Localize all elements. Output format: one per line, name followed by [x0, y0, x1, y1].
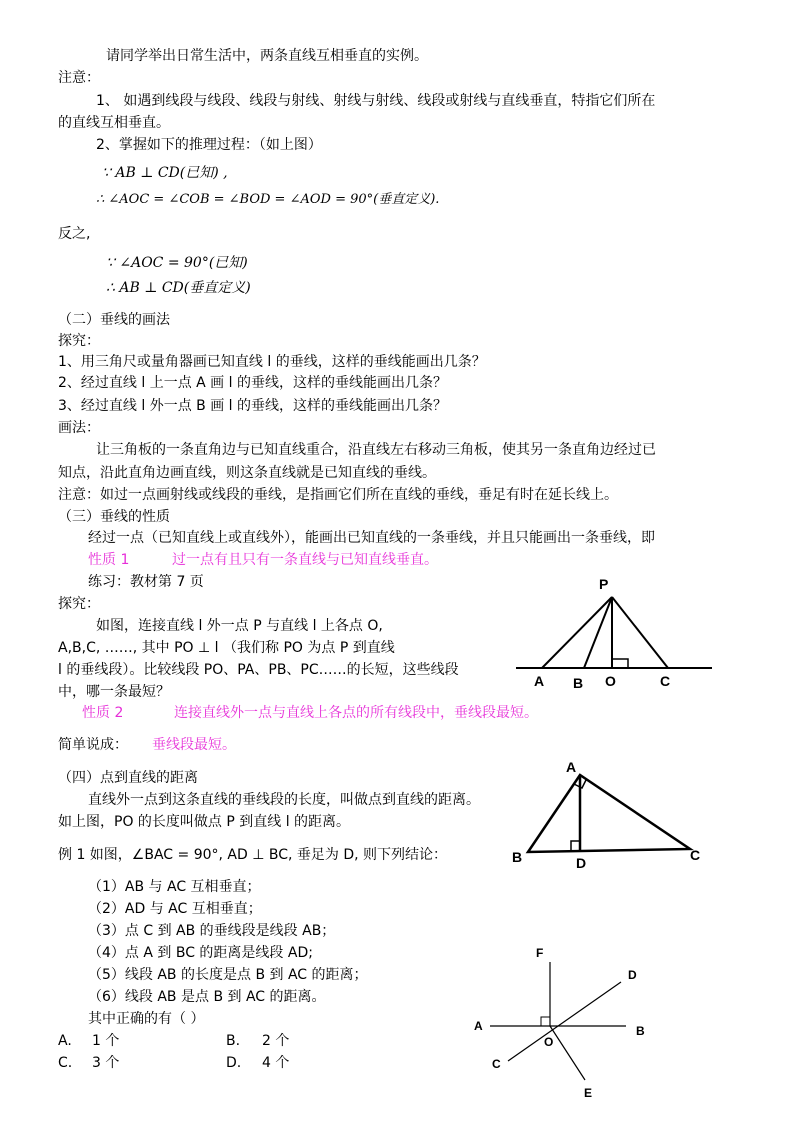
- section-2-heading: （二）垂线的画法: [58, 312, 170, 328]
- fig2-label-b: B: [512, 849, 523, 865]
- fig2-label-a: A: [566, 759, 577, 775]
- proof-line-1: ∵ AB ⊥ CD(已知) ,: [102, 165, 228, 181]
- option-c-label: C.: [58, 1055, 73, 1071]
- fig2-label-d: D: [576, 855, 587, 871]
- fig3-label-d: D: [628, 968, 637, 982]
- proof-line-4: ∴ AB ⊥ CD(垂直定义): [106, 280, 251, 296]
- note-2: 2、掌握如下的推理过程：（如上图）: [96, 137, 322, 153]
- fig3-label-e: E: [584, 1086, 593, 1100]
- example-1: 例 1 如图，∠BAC = 90°, AD ⊥ BC, 垂足为 D, 则下列结论：: [58, 847, 448, 863]
- option-b-value: 2 个: [262, 1033, 290, 1049]
- fig3-label-o: O: [544, 1035, 554, 1049]
- fig3-label-b: B: [636, 1024, 645, 1038]
- intro-text: 请同学举出日常生活中，两条直线互相垂直的实例。: [106, 48, 428, 64]
- fig1-label-a: A: [534, 673, 545, 689]
- explore-text-d: 中，哪一条最短？: [58, 684, 170, 700]
- correct-count-question: 其中正确的有（ ）: [88, 1011, 205, 1027]
- explore-text-b: A,B,C, ……, 其中 PO ⊥ l （我们称 PO 为点 P 到直线: [58, 640, 395, 656]
- converse-label: 反之,: [58, 226, 91, 242]
- question-2: 2、经过直线 l 上一点 A 画 l 的垂线，这样的垂线能画出几条？: [58, 375, 447, 391]
- proof-line-2: ∴ ∠AOC = ∠COB = ∠BOD = ∠AOD = 90°(垂直定义).: [96, 192, 440, 207]
- property-1-text: 过一点有且只有一条直线与已知直线垂直。: [172, 552, 438, 568]
- property-2-label: 性质 2: [82, 705, 124, 721]
- short-form-label: 简单说成：: [58, 737, 128, 753]
- property-2-text: 连接直线外一点与直线上各点的所有线段中，垂线段最短。: [174, 705, 538, 721]
- note-3: 注意：如过一点画射线或线段的垂线，是指画它们所在直线的垂线，垂足有时在延长线上。: [58, 487, 618, 503]
- explore-label-2: 探究：: [58, 596, 100, 612]
- exercise-ref: 练习：教材第 7 页: [88, 574, 204, 590]
- question-3: 3、经过直线 l 外一点 B 画 l 的垂线，这样的垂线能画出几条？: [58, 398, 447, 414]
- property-1-label: 性质 1: [88, 552, 130, 568]
- explore-text-a: 如图，连接直线 l 外一点 P 与直线 l 上各点 O,: [96, 618, 383, 634]
- note-label: 注意：: [58, 70, 100, 86]
- fig3-label-a: A: [474, 1019, 483, 1033]
- option-a-value: 1 个: [92, 1033, 120, 1049]
- conclusion-3: （3）点 C 到 AB 的垂线段是线段 AB；: [88, 923, 336, 939]
- draw-method-label: 画法：: [58, 420, 100, 436]
- explore-label: 探究：: [58, 333, 100, 349]
- distance-def: 直线外一点到这条直线的垂线段的长度，叫做点到直线的距离。: [88, 792, 480, 808]
- option-a-label: A.: [58, 1033, 72, 1049]
- fig3-label-f: F: [536, 946, 544, 960]
- fig1-label-c: C: [660, 673, 671, 689]
- fig2-label-c: C: [690, 847, 701, 863]
- draw-method-b: 知点，沿此直角边画直线，则这条直线就是已知直线的垂线。: [58, 465, 436, 481]
- conclusion-1: （1）AB 与 AC 互相垂直；: [88, 879, 261, 895]
- option-b-label: B.: [226, 1033, 241, 1049]
- fig1-label-b: B: [573, 675, 584, 691]
- explore-text-c: l 的垂线段）。比较线段 PO、PA、PB、PC……的长短，这些线段: [58, 662, 459, 678]
- fig1-label-p: P: [599, 576, 609, 592]
- section-4-heading: （四）点到直线的距离: [58, 770, 198, 786]
- proof-line-3: ∵ ∠AOC = 90°(已知): [106, 255, 248, 271]
- section-3-heading: （三）垂线的性质: [58, 509, 170, 525]
- distance-example: 如上图，PO 的长度叫做点 P 到直线 l 的距离。: [58, 814, 351, 830]
- question-1: 1、用三角尺或量角器画已知直线 l 的垂线，这样的垂线能画出几条？: [58, 354, 486, 370]
- fig1-label-o: O: [605, 673, 616, 689]
- draw-method-a: 让三角板的一条直角边与已知直线重合，沿直线左右移动三角板，使其另一条直角边经过已: [96, 442, 656, 458]
- option-d-value: 4 个: [262, 1055, 290, 1071]
- option-d-label: D.: [226, 1055, 242, 1071]
- fig3-label-c: C: [492, 1057, 501, 1071]
- note-1b: 的直线互相垂直。: [58, 115, 170, 131]
- note-1a: 1、 如遇到线段与线段、线段与射线、射线与射线、线段或射线与直线垂直，特指它们所在: [96, 93, 656, 109]
- conclusion-5: （5）线段 AB 的长度是点 B 到 AC 的距离；: [88, 967, 368, 983]
- conclusion-6: （6）线段 AB 是点 B 到 AC 的距离。: [88, 989, 326, 1005]
- short-form-text: 垂线段最短。: [152, 737, 236, 753]
- conclusion-4: （4）点 A 到 BC 的距离是线段 AD;: [88, 945, 313, 961]
- conclusion-2: （2）AD 与 AC 互相垂直；: [88, 901, 262, 917]
- option-c-value: 3 个: [92, 1055, 120, 1071]
- property-intro: 经过一点（已知直线上或直线外），能画出已知直线的一条垂线，并且只能画出一条垂线，即: [88, 530, 655, 546]
